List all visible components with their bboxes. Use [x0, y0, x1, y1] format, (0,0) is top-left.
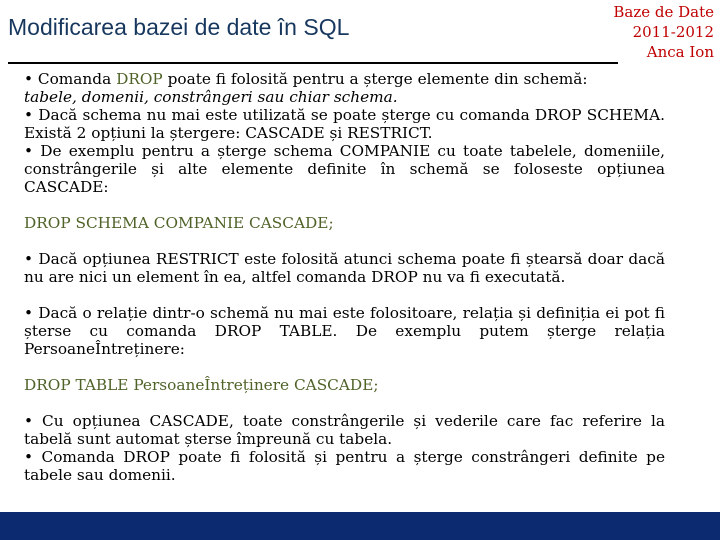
- slide-content: [24, 70, 665, 484]
- paragraph-cascade-effect: • Cu opțiunea CASCADE, toate constrângerile și vederile care fac referire la tabelă sunt automat șterse împreună cu tabela.: [24, 412, 665, 448]
- footer-bar: [0, 512, 720, 540]
- paragraph-drop-schema: • Dacă schema nu mai este utilizată se poate șterge cu comanda DROP SCHEMA. Există 2 opțiuni la ștergere: CASCADE și RESTRICT.: [24, 106, 665, 142]
- slide-title: Modificarea bazei de date în SQL: [8, 14, 350, 40]
- paragraph-cascade-example: • De exemplu pentru a șterge schema COMPANIE cu toate tabelele, domeniile, constrângerile și alte elemente definite în schemă se foloseste opțiunea CASCADE:: [24, 142, 665, 196]
- title-divider: [8, 62, 618, 64]
- paragraph-drop-constraints: • Comanda DROP poate fi folosită și pentru a șterge constrângeri definite pe tabele sau domenii.: [24, 448, 665, 484]
- course-info: [613, 2, 714, 62]
- drop-keyword: DROP: [116, 70, 163, 88]
- paragraph-drop-targets: tabele, domenii, constrângeri sau chiar schema.: [24, 88, 398, 106]
- code-drop-table: DROP TABLE PersoaneÎntreținere CASCADE;: [24, 376, 379, 394]
- paragraph-drop-table: • Dacă o relație dintr-o schemă nu mai este folositoare, relația și definiția ei pot fi șterse cu comanda DROP TABLE. De exemplu putem șterge relația PersoaneÎntreținere:: [24, 304, 665, 358]
- paragraph-drop-intro: [24, 70, 665, 88]
- paragraph-restrict: • Dacă opțiunea RESTRICT este folosită atunci schema poate fi ștearsă doar dacă nu are nici un element în ea, altfel comanda DROP nu va fi executată.: [24, 250, 665, 286]
- course-year: 2011-2012: [632, 23, 714, 41]
- paragraph-text: poate fi folosită pentru a șterge elemente din schemă:: [167, 70, 588, 88]
- course-name: Baze de Date: [613, 3, 714, 21]
- bullet-text: • Comanda: [24, 70, 112, 88]
- code-drop-schema: DROP SCHEMA COMPANIE CASCADE;: [24, 214, 334, 232]
- course-author: Anca Ion: [646, 43, 714, 61]
